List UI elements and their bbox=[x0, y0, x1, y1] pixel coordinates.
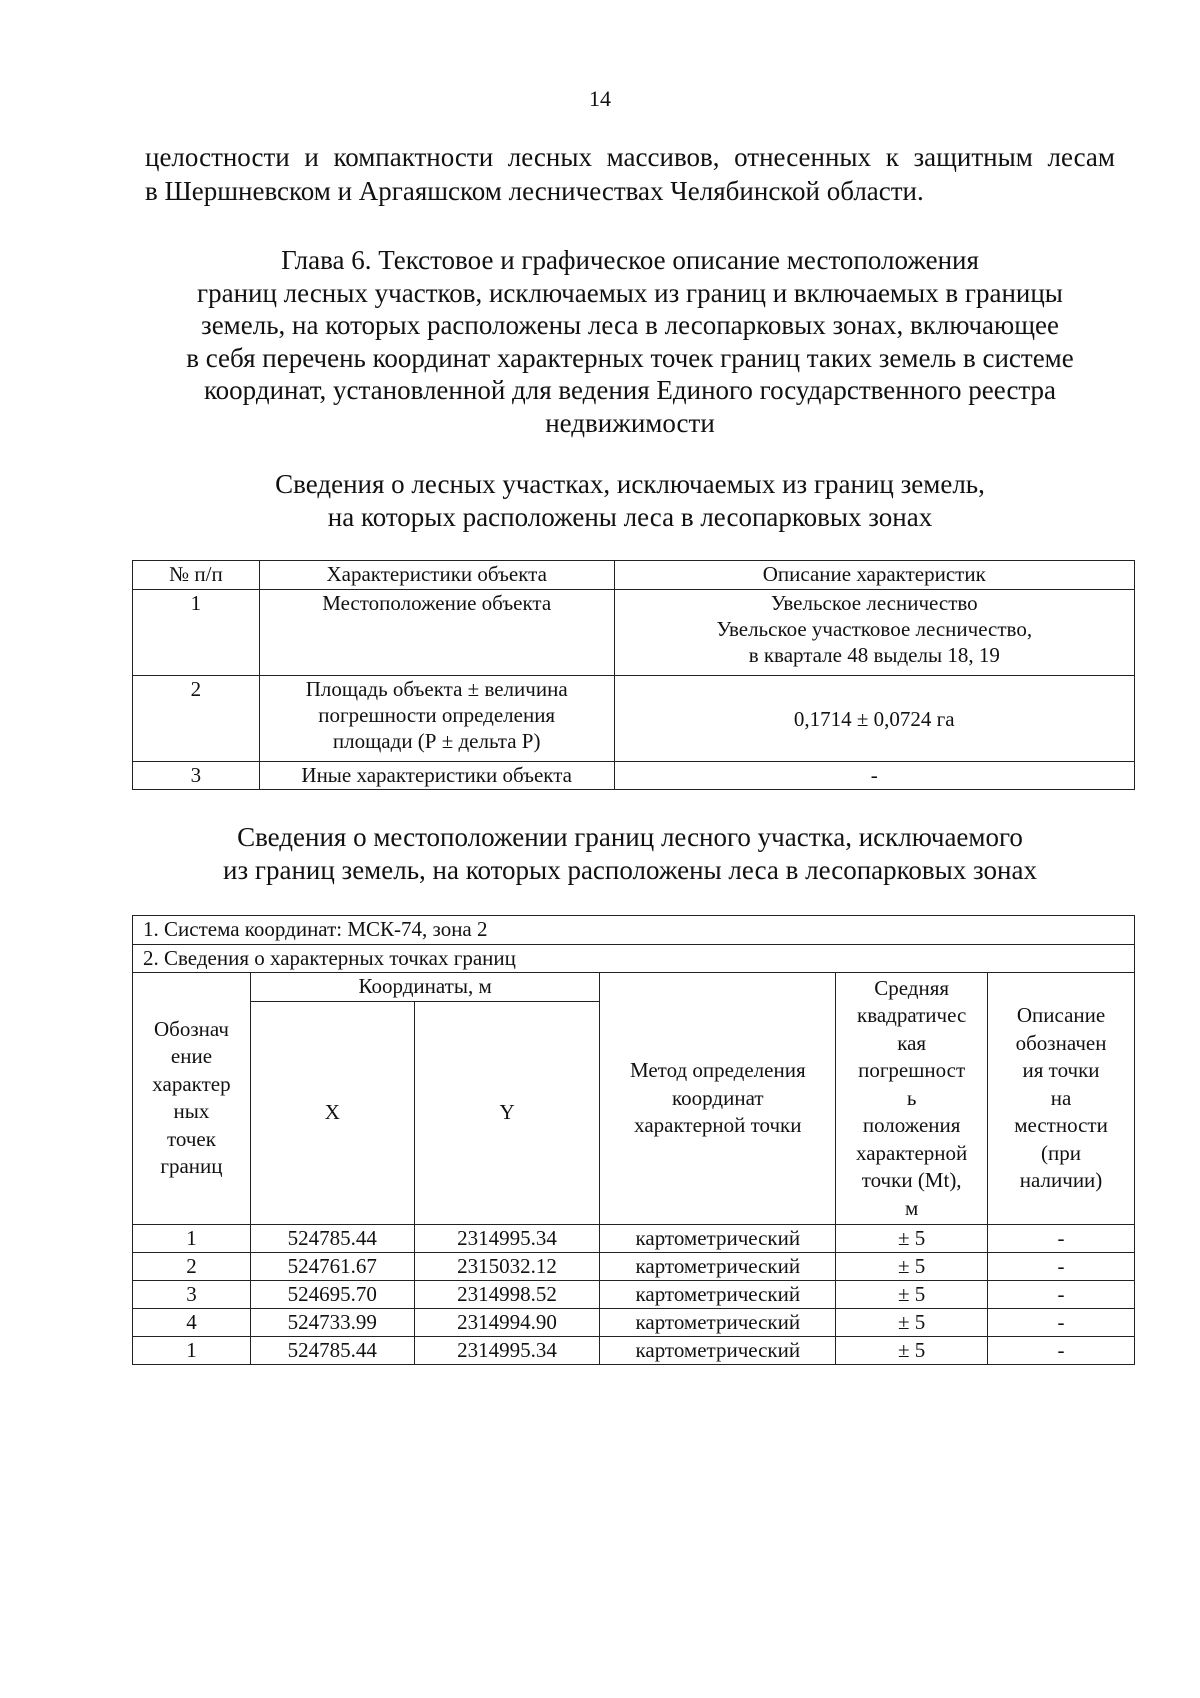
cell-line: характерной bbox=[856, 1140, 968, 1165]
point-x: 524761.67 bbox=[250, 1252, 414, 1280]
point-method: картометрический bbox=[600, 1336, 836, 1364]
chapter-title-line: в себя перечень координат характерных точек границ таких земель в системе bbox=[186, 342, 1074, 373]
cell-line: Обознач bbox=[153, 1016, 229, 1041]
point-description: - bbox=[988, 1308, 1135, 1336]
section1-title-line: Сведения о лесных участках, исключаемых из границ земель, bbox=[275, 469, 985, 499]
row-description bbox=[614, 762, 1134, 790]
row-description bbox=[614, 676, 1134, 762]
cell-line: погрешност bbox=[858, 1058, 966, 1082]
cell-line: ия точки bbox=[1022, 1058, 1100, 1082]
point-x: 524733.99 bbox=[250, 1308, 414, 1336]
cell-line: - bbox=[870, 763, 878, 787]
point-x: 524695.70 bbox=[250, 1280, 414, 1308]
section2-title-line: из границ земель, на которых расположены леса в лесопарковых зонах bbox=[223, 854, 1037, 885]
table-row bbox=[133, 1280, 1135, 1308]
cell-line: на bbox=[1050, 1085, 1072, 1110]
point-description: - bbox=[988, 1336, 1135, 1364]
page-number: 14 bbox=[589, 86, 611, 111]
point-method: картометрический bbox=[600, 1280, 836, 1308]
cell-line: точки (Mt), bbox=[861, 1168, 962, 1192]
header-characteristics: Характеристики объекта bbox=[259, 561, 614, 590]
cell-line: (при bbox=[1041, 1140, 1082, 1165]
point-y: 2314998.52 bbox=[414, 1280, 600, 1308]
cell-line: квадратичес bbox=[857, 1003, 967, 1027]
cell-line: Метод определения bbox=[629, 1058, 806, 1082]
table-row bbox=[133, 1224, 1135, 1252]
chapter-title-line: недвижимости bbox=[545, 407, 715, 438]
coord-system-row bbox=[133, 916, 1135, 945]
table-header-row bbox=[133, 561, 1135, 590]
header-method bbox=[600, 973, 836, 1225]
cell-line: положения bbox=[862, 1113, 961, 1137]
cell-line: точек bbox=[166, 1126, 216, 1151]
cell-line: ь bbox=[906, 1085, 917, 1110]
header-point-description bbox=[988, 973, 1135, 1225]
point-y: 2314995.34 bbox=[414, 1224, 600, 1252]
chapter-title-line: координат, установленной для ведения Единого государственного реестра bbox=[203, 375, 1057, 405]
cell-line: в квартале 48 выделы 18, 19 bbox=[748, 643, 1000, 667]
coord-system: 1. Система координат: МСК-74, зона 2 bbox=[133, 916, 1135, 945]
section1-title bbox=[120, 468, 1140, 533]
point-description: - bbox=[988, 1224, 1135, 1252]
point-x: 524785.44 bbox=[250, 1336, 414, 1364]
row-num: 2 bbox=[133, 676, 260, 762]
point-description: - bbox=[988, 1252, 1135, 1280]
point-method: картометрический bbox=[600, 1224, 836, 1252]
cell-line: погрешности определения bbox=[318, 703, 556, 727]
section1-title-line: на которых расположены леса в лесопарковых зонах bbox=[327, 501, 933, 532]
cell-line: Иные характеристики объекта bbox=[301, 763, 572, 787]
table-row bbox=[133, 676, 1135, 762]
point-y: 2314995.34 bbox=[414, 1336, 600, 1364]
points-info-row bbox=[133, 944, 1135, 973]
header-designation bbox=[133, 973, 251, 1225]
point-id: 3 bbox=[133, 1280, 251, 1308]
header-num: № п/п bbox=[133, 561, 260, 590]
point-x: 524785.44 bbox=[250, 1224, 414, 1252]
point-y: 2314994.90 bbox=[414, 1308, 600, 1336]
table-row bbox=[133, 762, 1135, 790]
chapter-title-line: границ лесных участков, исключаемых из границ и включаемых в границы bbox=[197, 277, 1063, 308]
table-row bbox=[133, 590, 1135, 676]
point-error: ± 5 bbox=[836, 1280, 988, 1308]
row-characteristic bbox=[259, 762, 614, 790]
point-error: ± 5 bbox=[836, 1224, 988, 1252]
point-method: картометрический bbox=[600, 1308, 836, 1336]
forest-plot-info-table bbox=[132, 560, 1135, 790]
cell-line: Увельское лесничество bbox=[770, 591, 978, 615]
point-error: ± 5 bbox=[836, 1308, 988, 1336]
intro-line: целостности и компактности лесных массивов, отнесенных к защитным лесам bbox=[145, 142, 1115, 172]
cell-line: наличии) bbox=[1019, 1168, 1103, 1192]
section2-title bbox=[120, 821, 1140, 886]
point-description: - bbox=[988, 1280, 1135, 1308]
point-y: 2315032.12 bbox=[414, 1252, 600, 1280]
cell-line: м bbox=[904, 1195, 919, 1220]
point-error: ± 5 bbox=[836, 1252, 988, 1280]
cell-line: 0,1714 ± 0,0724 га bbox=[793, 706, 955, 731]
cell-line: характерной точки bbox=[634, 1113, 802, 1137]
point-method: картометрический bbox=[600, 1252, 836, 1280]
header-x: X bbox=[250, 1001, 414, 1224]
section2-title-line: Сведения о местоположении границ лесного участка, исключаемого bbox=[237, 822, 1023, 852]
point-id: 1 bbox=[133, 1336, 251, 1364]
cell-line: обозначен bbox=[1015, 1030, 1107, 1055]
point-error: ± 5 bbox=[836, 1336, 988, 1364]
point-id: 4 bbox=[133, 1308, 251, 1336]
cell-line: характер bbox=[152, 1071, 231, 1096]
cell-line: Описание bbox=[1016, 1003, 1106, 1027]
chapter-title-line: Глава 6. Текстовое и графическое описание местоположения bbox=[281, 245, 979, 275]
table-row bbox=[133, 1336, 1135, 1364]
point-id: 1 bbox=[133, 1224, 251, 1252]
cell-line: площади (Р ± дельта Р) bbox=[332, 729, 541, 753]
table-row bbox=[133, 1252, 1135, 1280]
boundary-points-table bbox=[132, 915, 1135, 1365]
header-description: Описание характеристик bbox=[614, 561, 1134, 590]
header-y: Y bbox=[414, 1001, 600, 1224]
intro-paragraph bbox=[145, 140, 1115, 208]
table-row bbox=[133, 1308, 1135, 1336]
cell-line: координат bbox=[672, 1085, 764, 1110]
cell-line: Увельское участковое лесничество, bbox=[716, 617, 1033, 641]
cell-line: границ bbox=[160, 1154, 223, 1179]
header-error bbox=[836, 973, 988, 1225]
row-characteristic bbox=[259, 676, 614, 762]
chapter-title bbox=[120, 244, 1140, 439]
row-num: 3 bbox=[133, 762, 260, 790]
header-coordinates: Координаты, м bbox=[250, 973, 600, 1002]
row-description bbox=[614, 590, 1134, 676]
row-characteristic bbox=[259, 590, 614, 676]
points-info: 2. Сведения о характерных точках границ bbox=[133, 944, 1135, 973]
chapter-title-line: земель, на которых расположены леса в лесопарковых зонах, включающее bbox=[201, 310, 1059, 340]
cell-line: Средняя bbox=[874, 975, 950, 1000]
cell-line: Площадь объекта ± величина bbox=[305, 677, 568, 701]
cell-line: ных bbox=[173, 1099, 210, 1124]
cell-line: ение bbox=[170, 1044, 213, 1069]
cell-line: Местоположение объекта bbox=[322, 591, 552, 615]
cell-line: кая bbox=[897, 1030, 927, 1055]
row-num: 1 bbox=[133, 590, 260, 676]
cell-line: местности bbox=[1014, 1113, 1108, 1137]
point-id: 2 bbox=[133, 1252, 251, 1280]
table-header-row bbox=[133, 973, 1135, 1002]
intro-line: в Шершневском и Аргаяшском лесничествах Челябинской области. bbox=[145, 176, 924, 206]
